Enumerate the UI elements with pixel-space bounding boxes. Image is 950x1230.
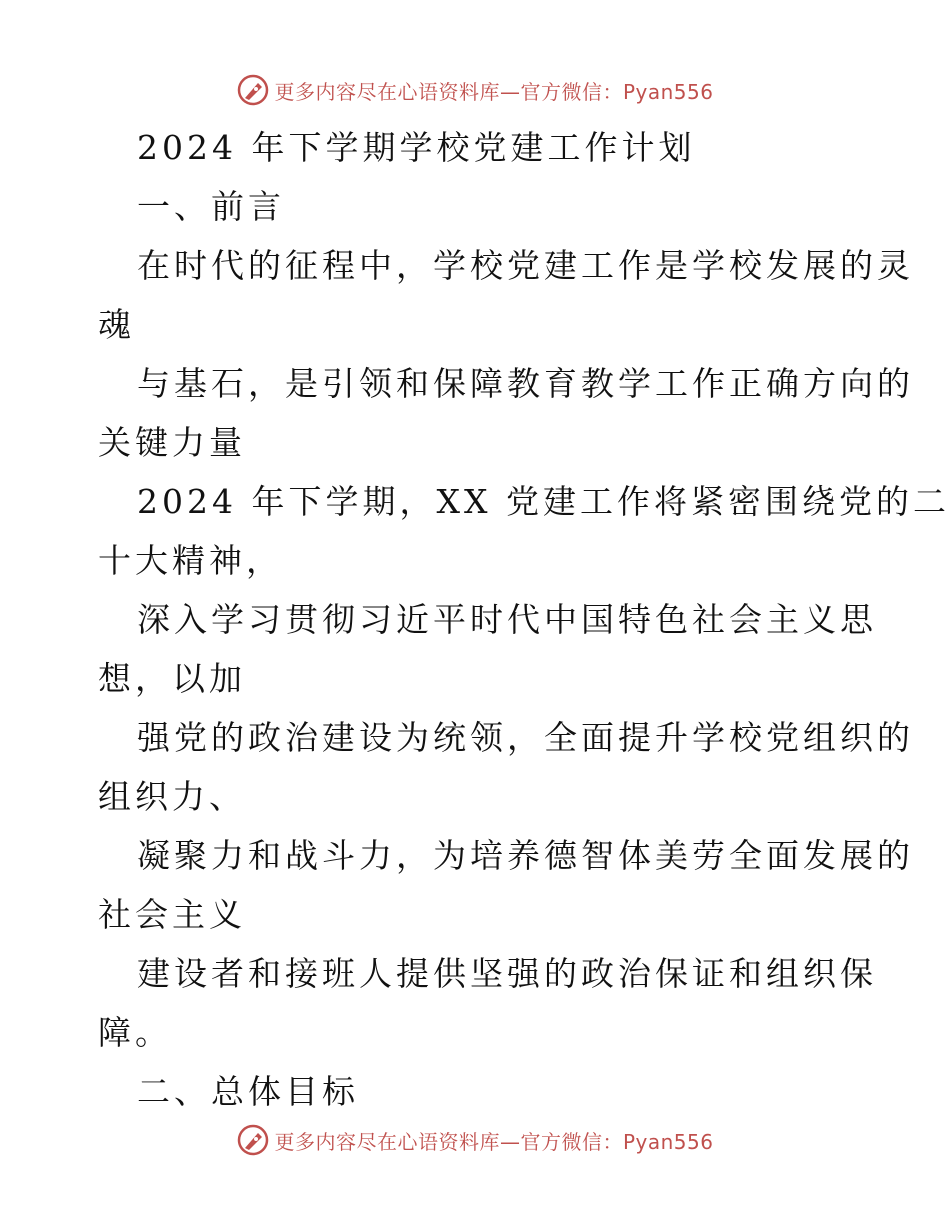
paragraph-line: 关键力量 (98, 423, 246, 462)
watermark-header (0, 70, 950, 110)
paragraph-line: 社会主义 (98, 895, 246, 934)
section-heading-goals: 二、总体目标 (137, 1072, 359, 1111)
paragraph-line: 建设者和接班人提供坚强的政治保证和组织保 (137, 954, 877, 993)
paragraph-line: 魂 (98, 305, 135, 344)
paragraph-line: 障。 (98, 1013, 172, 1052)
paragraph-line: 组织力、 (98, 777, 246, 816)
paragraph-line: 想，以加 (98, 659, 246, 698)
watermark-text: 更多内容尽在心语资料库—官方微信：Pyan556 (274, 79, 714, 104)
pen-nib-logo-icon (236, 1123, 270, 1157)
pen-nib-logo-icon (236, 73, 270, 107)
paragraph-line: 十大精神， (98, 541, 283, 580)
paragraph-line: 在时代的征程中，学校党建工作是学校发展的灵 (137, 246, 914, 285)
section-heading-preface: 一、前言 (137, 187, 285, 226)
paragraph-line: 与基石，是引领和保障教育教学工作正确方向的 (137, 364, 914, 403)
watermark-footer (0, 1120, 950, 1160)
watermark-text: 更多内容尽在心语资料库—官方微信：Pyan556 (274, 1129, 714, 1154)
paragraph-line: 强党的政治建设为统领，全面提升学校党组织的 (137, 718, 914, 757)
document-title: 2024 年下学期学校党建工作计划 (137, 128, 696, 167)
paragraph-line: 2024 年下学期，XX 党建工作将紧密围绕党的二 (137, 482, 950, 521)
document-body (0, 118, 950, 1121)
paragraph-line: 深入学习贯彻习近平时代中国特色社会主义思 (137, 600, 877, 639)
paragraph-line: 凝聚力和战斗力，为培养德智体美劳全面发展的 (137, 836, 914, 875)
